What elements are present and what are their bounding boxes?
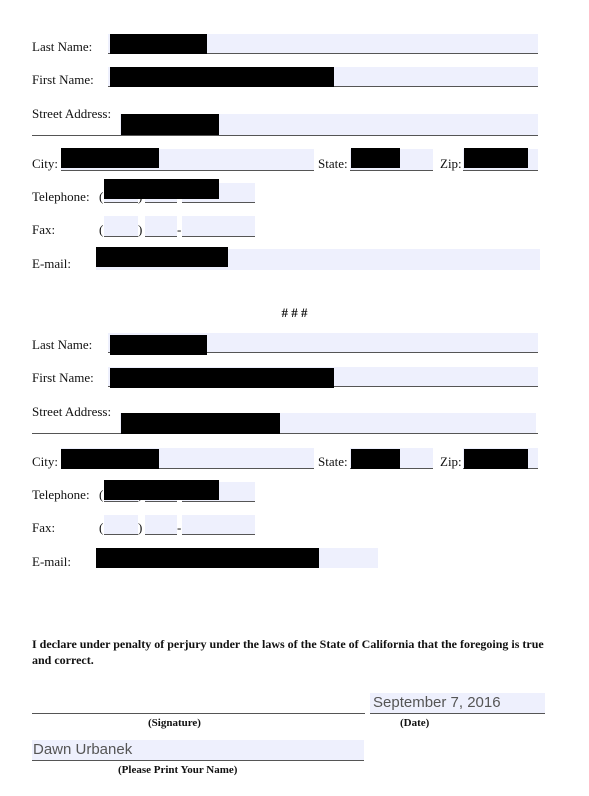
street-address-label: Street Address: (32, 404, 112, 419)
redaction-bar (110, 34, 207, 54)
street-address-underline (32, 135, 538, 136)
fax-label: Fax: (32, 520, 56, 535)
redaction-bar (61, 148, 159, 168)
record-separator: # # # (281, 305, 308, 320)
first-name-label: First Name: (32, 370, 94, 385)
redaction-bar (121, 413, 280, 434)
telephone-label: Telephone: (32, 189, 90, 204)
first-name-label: First Name: (32, 72, 94, 87)
redaction-bar (104, 480, 219, 500)
fax-dash: - (177, 222, 182, 237)
state-label: State: (318, 156, 348, 171)
telephone-label: Telephone: (32, 487, 90, 502)
redaction-bar (104, 179, 219, 199)
phone-open-paren: ( (99, 487, 104, 502)
street-address-label: Street Address: (32, 106, 112, 121)
street-address-underline (32, 433, 538, 434)
fax-prefix-field[interactable] (145, 216, 177, 237)
date-value: September 7, 2016 (373, 694, 501, 711)
printed-name-caption: (Please Print Your Name) (118, 764, 238, 776)
redaction-bar (351, 449, 400, 469)
fax-number-field[interactable] (182, 515, 255, 535)
fax-number-field[interactable] (182, 216, 255, 237)
signature-line[interactable] (32, 713, 365, 714)
redaction-bar (464, 148, 528, 168)
state-label: State: (318, 454, 348, 469)
last-name-label: Last Name: (32, 337, 93, 352)
redaction-bar (110, 67, 334, 87)
redaction-bar (110, 335, 207, 355)
zip-label: Zip: (440, 156, 462, 171)
fax-area-code-field[interactable] (104, 216, 138, 237)
fax-open-paren: ( (99, 520, 104, 535)
redaction-bar (61, 449, 159, 469)
zip-label: Zip: (440, 454, 462, 469)
redaction-bar (121, 114, 219, 135)
fax-prefix-field[interactable] (145, 515, 177, 535)
redaction-bar (110, 368, 334, 388)
printed-name-value: Dawn Urbanek (33, 741, 133, 758)
fax-close-paren: ) (138, 520, 143, 535)
date-caption: (Date) (400, 717, 430, 729)
signature-caption: (Signature) (148, 717, 201, 729)
city-label: City: (32, 454, 59, 469)
redaction-bar (96, 548, 319, 568)
fax-label: Fax: (32, 222, 56, 237)
redaction-bar (464, 449, 528, 469)
fax-close-paren: ) (138, 222, 143, 237)
city-label: City: (32, 156, 59, 171)
fax-dash: - (177, 520, 182, 535)
email-label: E-mail: (32, 256, 71, 271)
fax-area-code-field[interactable] (104, 515, 138, 535)
redaction-bar (351, 148, 400, 168)
last-name-label: Last Name: (32, 39, 93, 54)
fax-open-paren: ( (99, 222, 104, 237)
email-label: E-mail: (32, 554, 71, 569)
perjury-declaration: I declare under penalty of perjury under the laws of the State of California that the foregoing is true and correct. (32, 637, 544, 667)
phone-open-paren: ( (99, 189, 104, 204)
redaction-bar (96, 247, 228, 267)
